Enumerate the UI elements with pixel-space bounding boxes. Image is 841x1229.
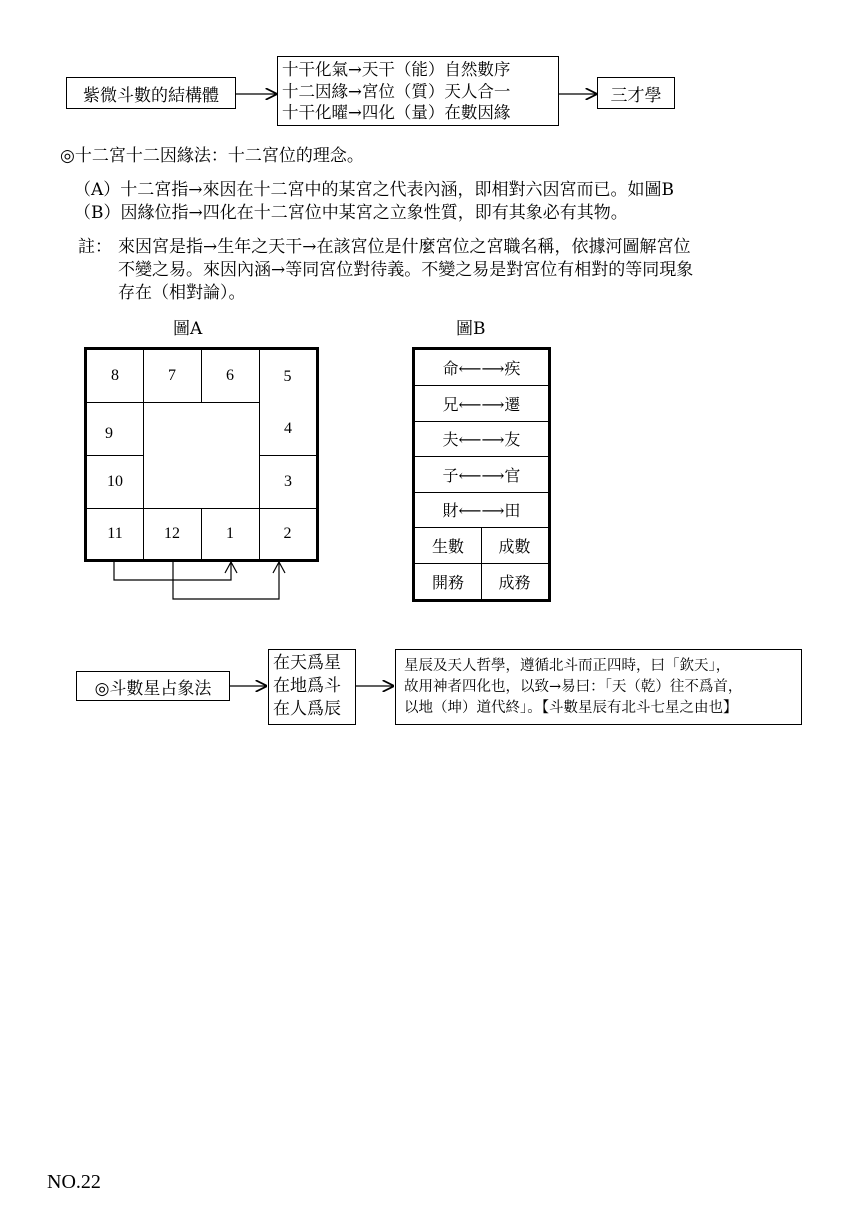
item-b: （B）因緣位指→四化在十二宮位中某宮之立象性質，即有其象必有其物。 [74, 203, 628, 223]
principle-line-1: 十干化氣→天干（能）自然數序 [282, 60, 511, 79]
cell-cheng-wu: 成務 [498, 572, 531, 592]
sancai-label: 三才學 [610, 85, 662, 106]
note-label: 註： [78, 237, 112, 257]
earth-line: 在地爲斗 [273, 676, 341, 696]
cell-sheng-shu: 生數 [415, 527, 482, 564]
palace-cell-8: 8 [87, 350, 144, 403]
explanation-box [395, 649, 802, 725]
pair-row-cai-tian: 財⟵⟶田 [415, 492, 548, 528]
note-line-1: 來因宮是指→生年之天干→在該宮位是什麼宮位之宮職名稱，依據河圖解宮位 [118, 237, 691, 257]
palace-cell-2: 2 [283, 524, 292, 542]
center-right-border [259, 350, 260, 559]
figure-a-title: 圖A [173, 319, 203, 339]
palace-cell-3: 3 [259, 455, 316, 509]
palace-cell-1: 1 [201, 508, 260, 559]
page-number: NO.22 [47, 1171, 101, 1193]
pair-row-xiong-qian: 兄⟵⟶遷 [415, 385, 548, 422]
palace-cell-11: 11 [87, 508, 144, 559]
heaven-line: 在天爲星 [273, 653, 341, 673]
cell-cheng-shu: 成數 [481, 527, 548, 564]
structure-label: 紫微斗數的結構體 [83, 85, 219, 106]
explanation-line-1: 星辰及天人哲學，遵循北斗而正四時，曰「欽天」， [404, 658, 731, 674]
star-method-box [76, 671, 230, 701]
explanation-line-2: 故用神者四化也，以致→易曰：「天（乾）往不爲首， [404, 679, 743, 695]
explanation-line-3: 以地（坤）道代終」。【斗數星辰有北斗七星之由也】 [404, 700, 738, 716]
pair-row-fu-you: 夫⟵⟶友 [415, 421, 548, 457]
heaven-earth-man-box [268, 649, 356, 725]
palace-cell-4: 4 [259, 402, 316, 456]
note-line-2: 不變之易。來因內涵→等同宮位對待義。不變之易是對宮位有相對的等同現象 [118, 260, 694, 280]
palace-cell-5: 5 [283, 367, 292, 385]
figure-b-title: 圖B [456, 319, 486, 339]
note-line-3: 存在（相對論）。 [118, 283, 246, 303]
palace-cell-7: 7 [143, 350, 202, 403]
principle-line-2: 十二因緣→宮位（質）天人合一 [282, 81, 511, 101]
center-top-border [143, 402, 260, 403]
section-heading: ◎十二宮十二因緣法：十二宮位的理念。 [60, 146, 364, 166]
man-line: 在人爲辰 [273, 699, 341, 719]
principle-line-3: 十干化曜→四化（量）在數因緣 [282, 103, 511, 122]
palace-cell-12: 12 [143, 508, 202, 559]
pair-row-zi-guan: 子⟵⟶官 [415, 456, 548, 493]
star-method-label: ◎斗數星占象法 [94, 678, 212, 699]
palace-cell-9: 9 [87, 402, 144, 456]
palace-cell-10: 10 [87, 455, 144, 509]
center-left-border [143, 402, 144, 509]
pair-row-ming-ji: 命⟵⟶疾 [415, 350, 548, 386]
palace-cell-6: 6 [201, 350, 260, 403]
item-a: （A）十二宮指→來因在十二宮中的某宮之代表內涵，即相對六因宮而已。如圖B [74, 180, 675, 200]
cell-kai-wu: 開務 [415, 563, 482, 599]
